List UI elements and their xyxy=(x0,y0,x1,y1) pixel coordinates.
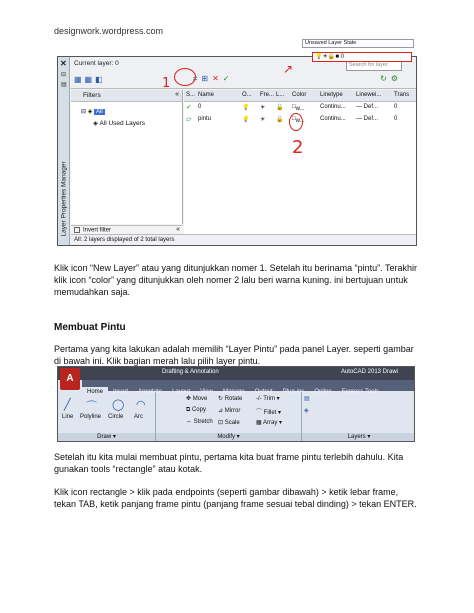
col-on[interactable]: O... xyxy=(242,92,252,98)
ribbon-tabs xyxy=(82,380,414,395)
circle-icon[interactable]: ◯ xyxy=(112,399,125,411)
lightbulb-icon[interactable]: 💡 xyxy=(242,117,250,123)
collapse-icon[interactable]: « xyxy=(176,226,180,233)
lightbulb-icon[interactable]: 💡 xyxy=(242,105,250,111)
col-color[interactable]: Color xyxy=(292,92,307,98)
copy-button[interactable]: ⧉ Copy xyxy=(186,407,206,413)
layer-tools-icons[interactable] xyxy=(193,74,234,83)
lock-icon[interactable]: 🔓 xyxy=(276,117,284,123)
annotation-circle-color xyxy=(289,113,303,131)
tree-item-all-used-layers[interactable]: ◈ All Used Layers xyxy=(93,120,145,127)
mirror-button[interactable]: ⊿ Mirror xyxy=(218,408,241,414)
layer-properties-manager xyxy=(57,56,417,246)
col-name[interactable]: Name xyxy=(198,92,215,98)
filter-tools-icons[interactable]: ▦▦◧ xyxy=(74,75,106,84)
color-swatch[interactable]: □ w... xyxy=(292,104,305,112)
layer-tools-icon[interactable]: ◈ xyxy=(304,408,309,414)
status-bar: All: 2 layers displayed of 2 total layers xyxy=(71,234,416,245)
instruction-paragraph: Pertama yang kita lakukan adalah memilih “Layer Pintu” pada panel Layer. seperti gambar di bawah ini. Klik bagian merah lalu pilih layer pintu. xyxy=(54,344,414,366)
tab-output[interactable]: Output xyxy=(254,389,273,395)
layer-properties-icon[interactable]: ▤ xyxy=(304,396,310,402)
col-lineweight[interactable]: Linewei... xyxy=(356,92,382,98)
filters-pane xyxy=(71,90,183,224)
circle-button[interactable]: Circle xyxy=(108,414,124,420)
col-transparency[interactable]: Trans xyxy=(394,92,410,98)
move-button[interactable]: ✥ Move xyxy=(186,396,208,402)
line-icon[interactable]: ╱ xyxy=(64,399,71,411)
sun-icon[interactable]: ☀ xyxy=(260,105,266,111)
draw-panel-label[interactable]: Draw ▾ xyxy=(58,433,155,442)
array-button[interactable]: ▦ Array ▾ xyxy=(256,420,283,426)
tab-express-tools[interactable]: Express Tools xyxy=(341,389,379,395)
col-freeze[interactable]: Fre... xyxy=(260,92,275,98)
tab-online[interactable]: Online xyxy=(314,389,332,395)
collapse-icon[interactable]: « xyxy=(175,91,179,98)
arc-button[interactable]: Arc xyxy=(134,414,143,420)
layers-panel xyxy=(302,392,415,442)
delete-layer-icon: ✕ xyxy=(212,74,223,83)
col-linetype[interactable]: Linetype xyxy=(320,92,343,98)
col-lock[interactable]: L... xyxy=(276,92,285,98)
app-logo-icon[interactable]: A xyxy=(60,368,80,390)
title-bar xyxy=(58,367,414,380)
layer-state-dropdown[interactable]: Unsaved Layer State xyxy=(302,39,414,48)
trim-button[interactable]: -/- Trim ▾ xyxy=(256,396,280,402)
instruction-paragraph: Klik icon “New Layer” atau yang ditunjukkan nomer 1. Setelah itu berinama “pintu”. Terakhir klik icon “color” yang ditunjukkan oleh nomer 2 lalu beri warna kuning. ini bertujuan untuk memudahkan saja. xyxy=(54,263,418,297)
annotation-number-2: 2 xyxy=(292,137,304,158)
draw-panel xyxy=(58,392,156,442)
tab-annotate[interactable]: Annotate xyxy=(138,389,163,395)
sun-icon[interactable]: ☀ xyxy=(260,117,266,123)
autocad-ribbon xyxy=(57,366,415,442)
instruction-paragraph: Setelah itu kita mulai membuat pintu, pertama kita buat frame pintu terlebih dahulu. Kita gunakan tools “rectangle” atau kotak. xyxy=(54,452,404,474)
modify-panel-label[interactable]: Modify ▾ xyxy=(156,433,301,442)
annotation-circle-new-layer xyxy=(174,68,196,86)
annotation-number-1: 1 xyxy=(162,76,171,91)
palette-title: Layer Properties Manager xyxy=(60,161,68,237)
polyline-icon[interactable]: ⌒ xyxy=(86,401,97,413)
new-layer-frozen-icon: ⊞ xyxy=(201,74,213,83)
tab-layout[interactable]: Layout xyxy=(172,389,191,395)
set-current-icon: ✓ xyxy=(222,74,234,83)
scale-button[interactable]: ⊡ Scale xyxy=(218,420,240,426)
status-icon: ✓ xyxy=(186,104,192,111)
layer-list xyxy=(184,90,416,235)
tree-item-all[interactable]: ⊟ ◈ All xyxy=(81,109,103,115)
tab-view[interactable]: View xyxy=(200,389,213,395)
table-row[interactable]: ▱ pintu 💡 ☀ 🔓 □ w... Continu... — Def... 0 xyxy=(186,116,398,124)
tab-home[interactable]: Home xyxy=(82,387,108,398)
search-layer-input[interactable]: Search for layer xyxy=(346,60,402,71)
col-status[interactable]: S... xyxy=(186,92,196,98)
workspace-selector[interactable]: Drafting & Annotation xyxy=(162,369,219,375)
rotate-button[interactable]: ↻ Rotate xyxy=(218,396,243,402)
table-row[interactable]: ✓ 0 💡 ☀ 🔓 □ w... Continu... — Def... 0 xyxy=(186,104,398,112)
tab-plugins[interactable]: Plug-ins xyxy=(282,389,305,395)
layer-list-header xyxy=(184,90,416,102)
layers-panel-label[interactable]: Layers ▾ xyxy=(302,433,415,442)
close-icon[interactable]: ✕ xyxy=(60,59,67,68)
section-heading: Membuat Pintu xyxy=(54,322,126,333)
stretch-button[interactable]: ⇔ Stretch xyxy=(186,419,213,425)
refresh-settings-icons[interactable]: ↻⚙ xyxy=(380,74,402,83)
checkbox-icon[interactable] xyxy=(74,227,80,233)
polyline-button[interactable]: Polyline xyxy=(80,414,102,420)
layer-selector-dropdown[interactable]: 💡☀🔓■ 0 xyxy=(312,52,412,62)
site-url: designwork.wordpress.com xyxy=(54,26,164,36)
lock-icon[interactable]: 🔓 xyxy=(276,105,284,111)
tab-manage[interactable]: Manage xyxy=(222,389,245,395)
annotation-arrow: ↗ xyxy=(283,62,294,76)
arc-icon[interactable]: ◠ xyxy=(136,399,146,411)
app-title: AutoCAD 2013 Drawi xyxy=(340,369,398,375)
line-button[interactable]: Line xyxy=(62,414,74,420)
instruction-paragraph: Klik icon rectangle > klik pada endpoints (seperti gambar dibawah) > ketik lebar frame, tekan TAB, ketik panjang frame pintu (panjang frame sesuai tebal dinding) > tekan ENTER. xyxy=(54,487,417,509)
tab-insert[interactable]: Insert xyxy=(113,389,129,395)
properties-icon[interactable]: ▤ xyxy=(61,82,67,88)
invert-filter-checkbox[interactable]: Invert filter « xyxy=(71,225,183,235)
new-layer-icon: ≠ xyxy=(193,74,202,83)
color-swatch[interactable]: □ w... xyxy=(292,116,305,124)
palette-sidebar xyxy=(58,57,70,245)
modify-panel xyxy=(156,392,302,442)
pin-icon[interactable]: ⊟ xyxy=(61,72,67,78)
current-layer-label: Current layer: 0 xyxy=(74,60,119,67)
layer-icon: ▱ xyxy=(186,116,192,123)
filters-header: Filters « xyxy=(71,90,182,102)
fillet-button[interactable]: ⌒ Fillet ▾ xyxy=(256,410,282,416)
